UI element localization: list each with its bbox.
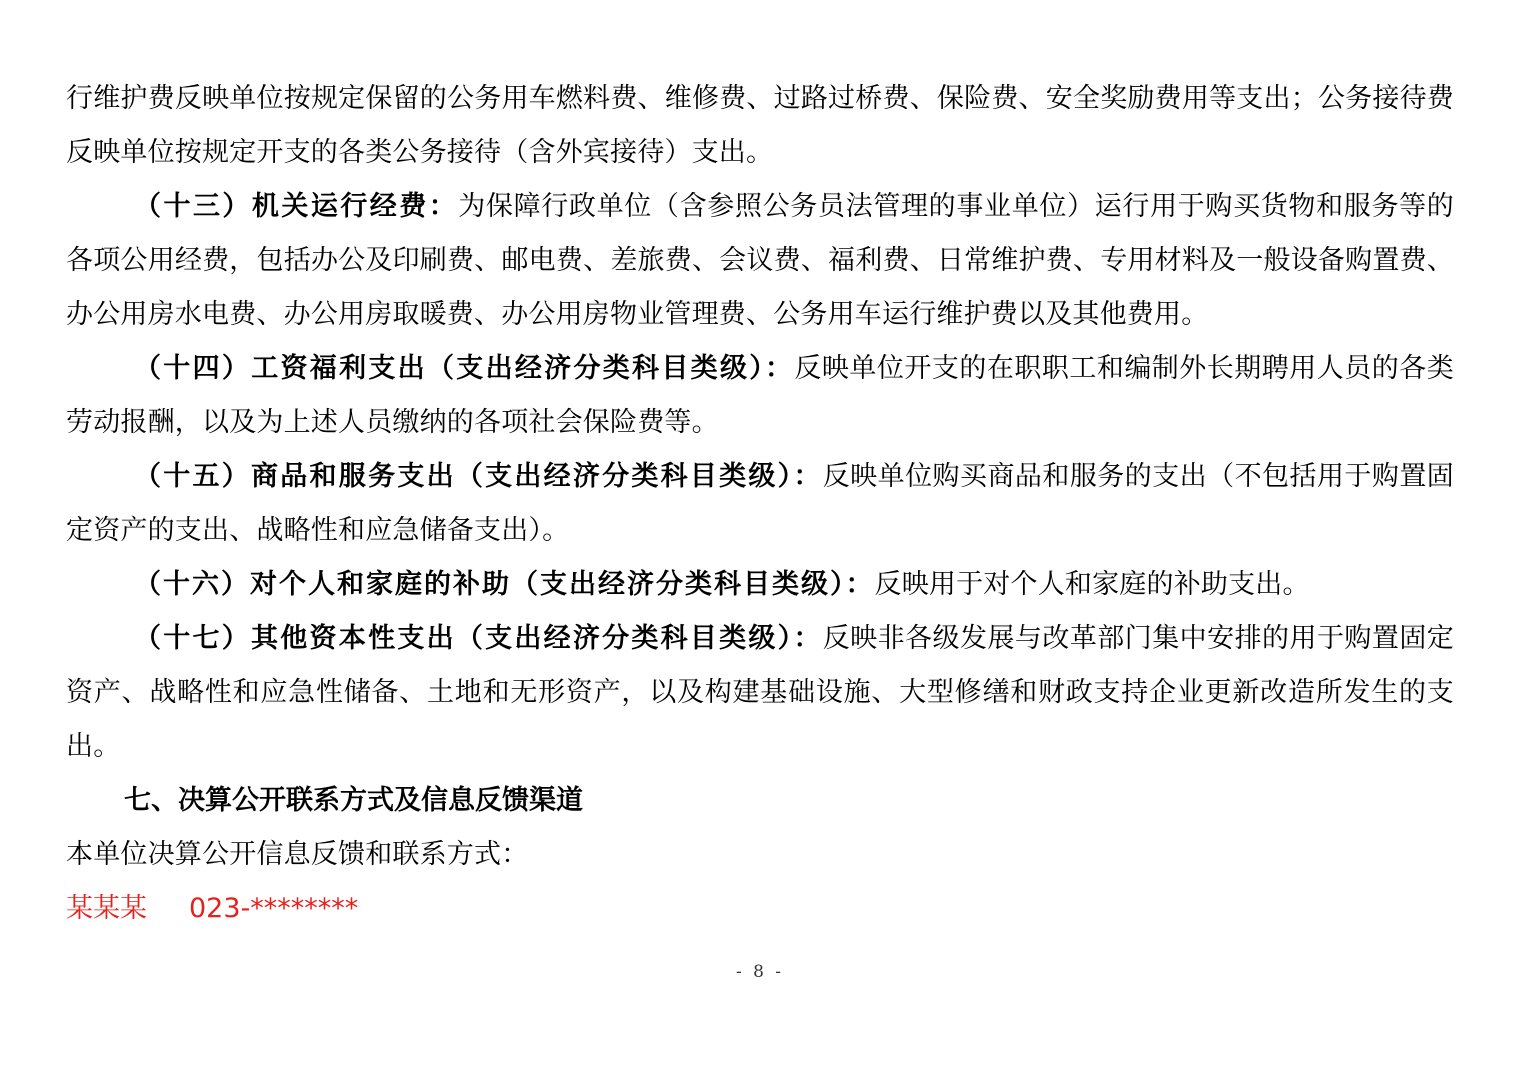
paragraph-text: 行维护费反映单位按规定保留的公务用车燃料费、维修费、过路过桥费、保险费、安全奖励费用等支出；公务接待费反映单位按规定开支的各类公务接待（含外宾接待）支出。 <box>66 83 1454 168</box>
contact-line <box>66 882 1454 936</box>
paragraph-item-16 <box>66 558 1454 612</box>
page-number: - 8 - <box>735 962 785 982</box>
section-heading: 七、决算公开联系方式及信息反馈渠道 <box>124 785 583 816</box>
contact-name: 某某某 <box>66 893 147 924</box>
document-body <box>66 72 1454 936</box>
contact-phone: 023-******** <box>189 893 359 924</box>
term-heading: （十三）机关运行经费： <box>134 191 459 222</box>
term-heading: （十七）其他资本性支出（支出经济分类科目类级）： <box>134 623 823 654</box>
paragraph-text: 为保障行政单位（含参照公务员法管理的事业单位）运行用于购买货物和服务等的各项公用经费，包括办公及印刷费、邮电费、差旅费、会议费、福利费、日常维护费、专用材料及一般设备购置费、办公用房水电费、办公用房取暖费、办公用房物业管理费、公务用车运行维护费以及其他费用。 <box>66 191 1455 330</box>
paragraph-vehicle-reception-fees <box>66 72 1454 180</box>
paragraph-item-17 <box>66 612 1454 774</box>
paragraph-item-14 <box>66 342 1454 450</box>
term-heading: （十四）工资福利支出（支出经济分类科目类级）： <box>134 353 795 384</box>
paragraph-text: 反映用于对个人和家庭的补助支出。 <box>874 569 1310 600</box>
term-heading: （十五）商品和服务支出（支出经济分类科目类级）： <box>134 461 823 492</box>
term-heading: （十六）对个人和家庭的补助（支出经济分类科目类级）： <box>134 569 875 600</box>
paragraph-item-13 <box>66 180 1454 342</box>
paragraph-text: 反映单位购买商品和服务的支出（不包括用于购置固定资产的支出、战略性和应急储备支出）。 <box>66 461 1454 546</box>
contact-intro: 本单位决算公开信息反馈和联系方式： <box>66 839 529 870</box>
paragraph-text: 反映单位开支的在职职工和编制外长期聘用人员的各类劳动报酬，以及为上述人员缴纳的各项社会保险费等。 <box>66 353 1454 438</box>
paragraph-item-15 <box>66 450 1454 558</box>
paragraph-text: 反映非各级发展与改革部门集中安排的用于购置固定资产、战略性和应急性储备、土地和无形资产，以及构建基础设施、大型修缮和财政支持企业更新改造所发生的支出。 <box>66 623 1454 762</box>
